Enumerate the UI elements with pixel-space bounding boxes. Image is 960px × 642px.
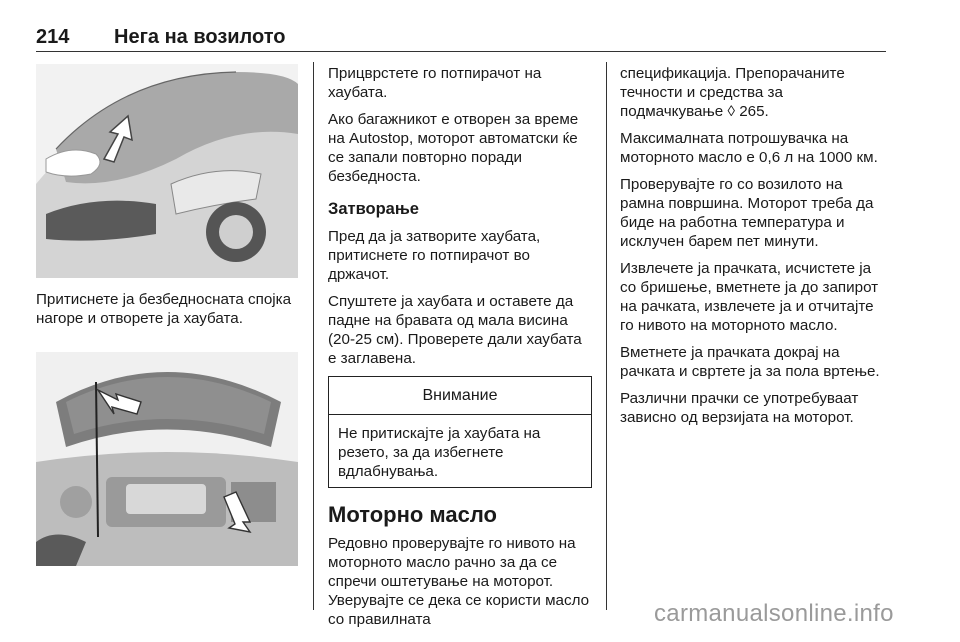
page-number: 214 xyxy=(36,26,70,48)
header-divider xyxy=(36,51,886,52)
paragraph: Спуштете ја хаубата и оставете да падне на бравата од мала висина (20-25 см). Проверете дали хаубата е заглавена. xyxy=(328,293,582,367)
paragraph-text: спецификација. Препорачаните течности и средства за подмачкување xyxy=(620,65,845,120)
hood-opening-illustration xyxy=(36,64,298,278)
column-divider-1 xyxy=(313,62,314,610)
paragraph: Вметнете ја прачката докрај на рачката и свртете ја за пола вртење. xyxy=(620,344,880,380)
paragraph: Проверувајте го со возилото на рамна површина. Моторот треба да биде на работна температура и исклучен барем пет минути. xyxy=(620,176,874,250)
warning-text: Не притискајте ја хаубата на резето, за да избегнете вдлабнувања. xyxy=(338,425,541,480)
column-2 xyxy=(328,64,592,637)
paragraph: Редовно проверувајте го нивото на моторното масло рачно за да се спречи оштетување на моторот. Уверувајте се дека се користи масло со правилната xyxy=(328,535,590,628)
watermark: carmanualsonline.info xyxy=(654,600,894,627)
page-reference-icon: ◊ xyxy=(727,103,735,120)
paragraph: Прицврстете го потпирачот на хаубата. xyxy=(328,65,542,101)
page-title: Нега на возилото xyxy=(114,26,286,48)
paragraph: Ако багажникот е отворен за време на Autostop, моторот автоматски ќе се запали повторно поради безбедноста. xyxy=(328,111,579,185)
engine-bay-illustration xyxy=(36,352,298,566)
warning-title: Внимание xyxy=(329,377,591,415)
page-reference[interactable]: 265. xyxy=(739,103,769,120)
paragraph: Извлечете ја прачката, исчистете ја со бришење, вметнете ја до запирот на рачката, извлечете ја и отчитајте го нивото на моторното масло. xyxy=(620,260,879,334)
section-heading-engine-oil: Моторно масло xyxy=(328,502,497,527)
paragraph xyxy=(620,64,886,121)
column-3 xyxy=(620,64,886,435)
paragraph: Пред да ја затворите хаубата, притиснете го потпирачот во држачот. xyxy=(328,228,541,283)
warning-box xyxy=(328,376,592,488)
paragraph: Различни прачки се употребуваат зависно од верзијата на моторот. xyxy=(620,390,859,426)
figure-caption: Притиснете ја безбедносната спојка нагоре и отворете ја хаубата. xyxy=(36,291,292,327)
page-header xyxy=(36,26,886,52)
section-heading-closing: Затворање xyxy=(328,200,419,218)
column-divider-2 xyxy=(606,62,607,610)
paragraph: Максималната потрошувачка на моторното масло е 0,6 л на 1000 км. xyxy=(620,130,878,166)
